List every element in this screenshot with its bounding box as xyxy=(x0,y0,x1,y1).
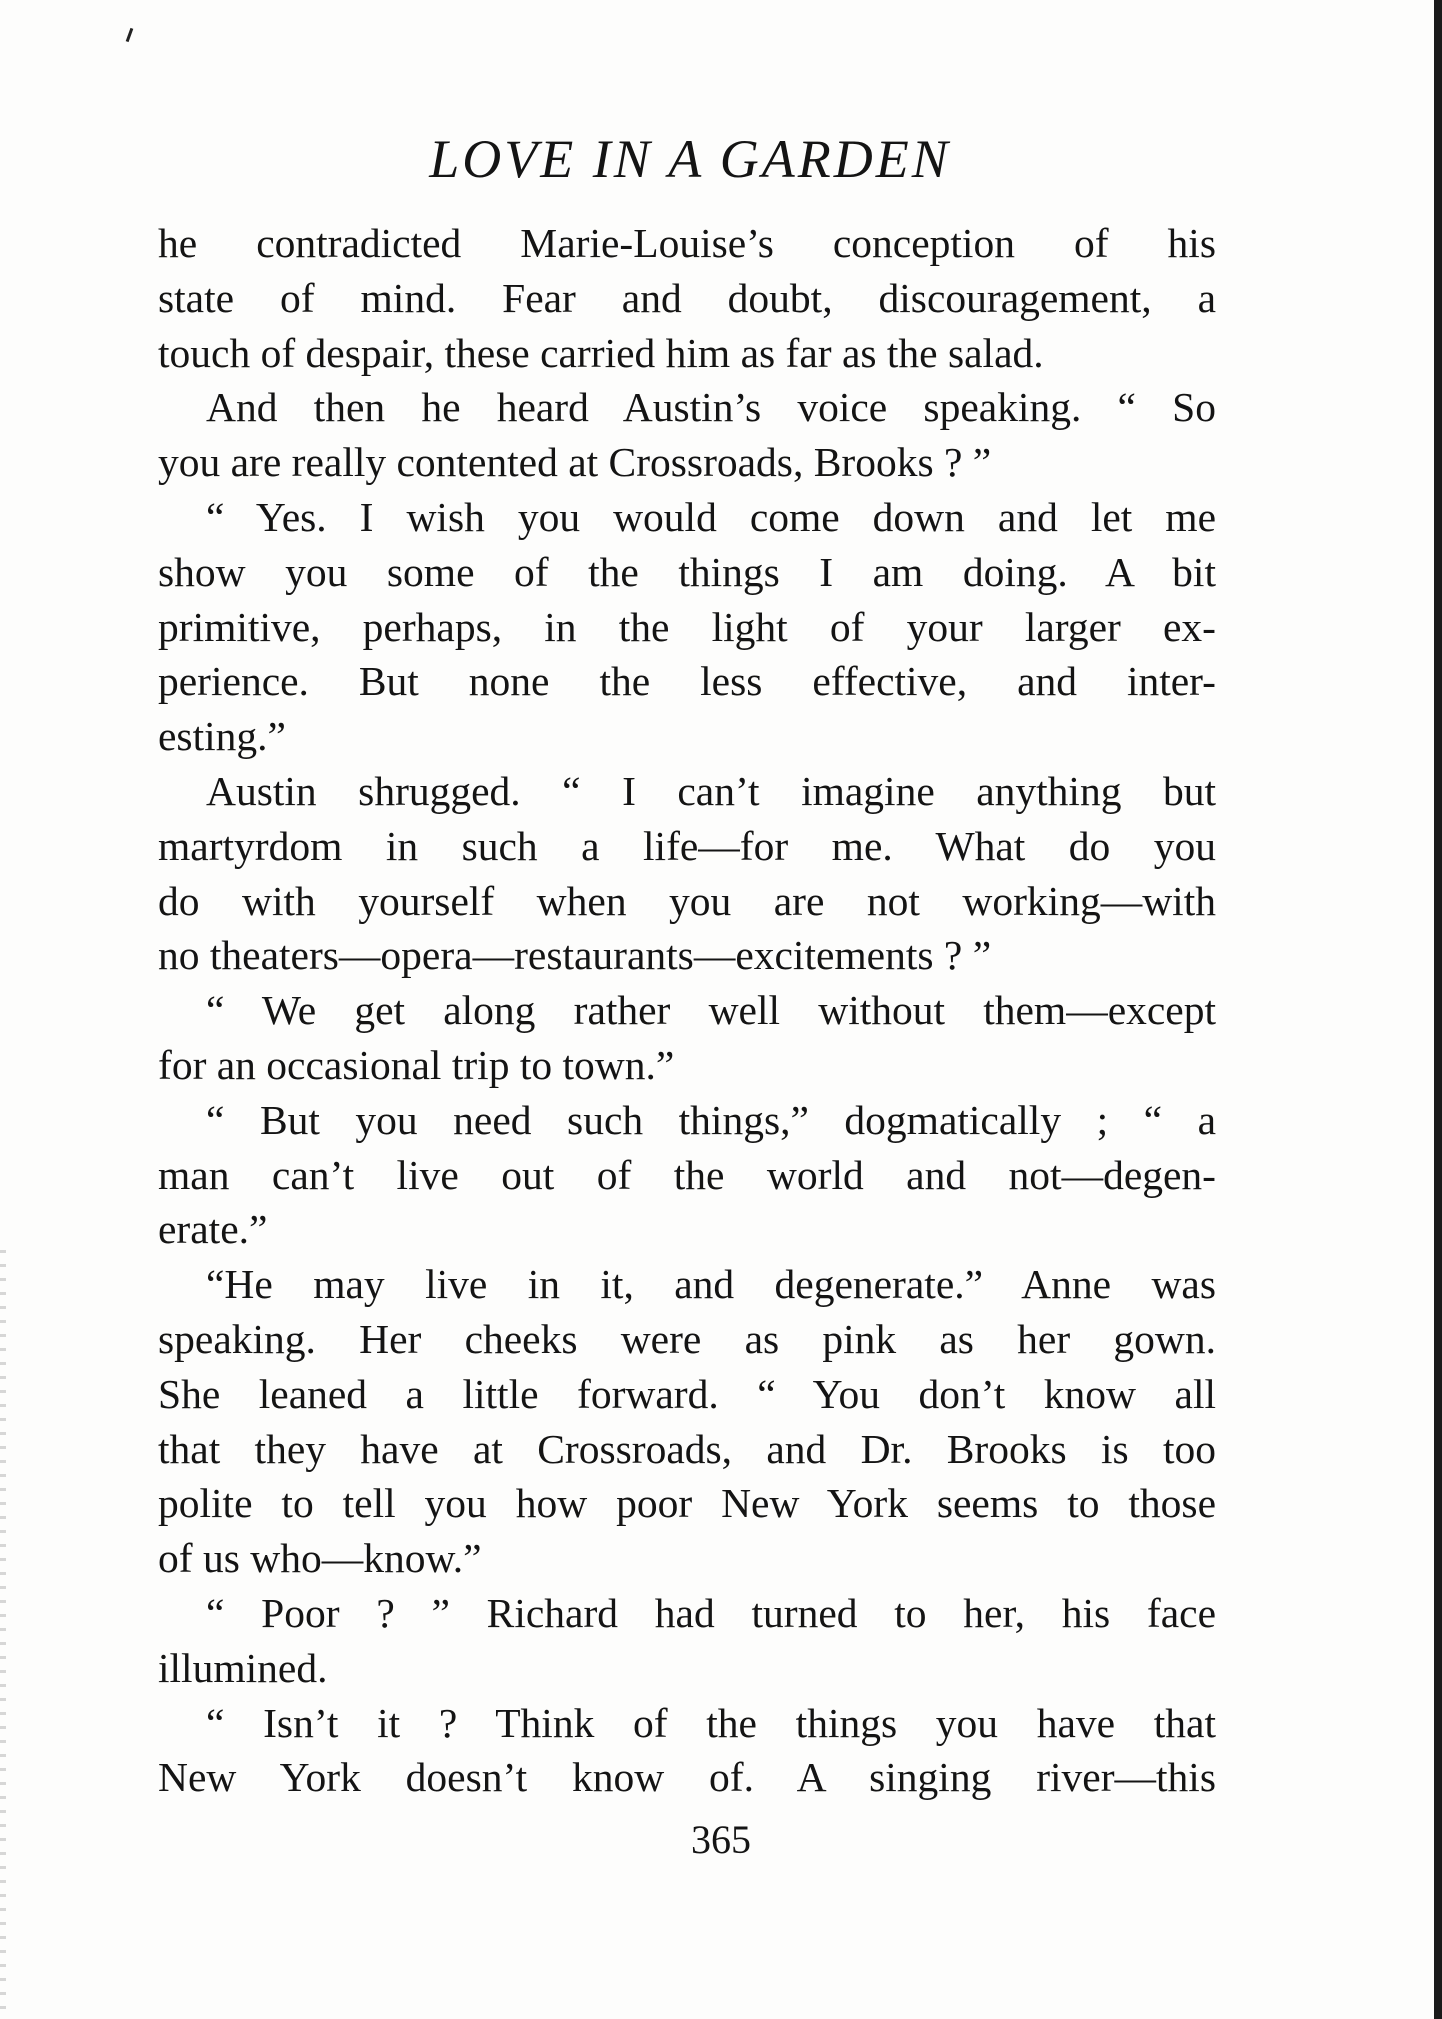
text-line: primitive, perhaps, in the light of your larger ex- xyxy=(158,603,1216,650)
text-line: Austin shrugged. “ I can’t imagine anything but xyxy=(206,767,1216,814)
text-line: you are really contented at Crossroads, Brooks ? ” xyxy=(158,439,992,486)
text-line: New York doesn’t know of. A singing river—this xyxy=(158,1754,1216,1801)
text-line: “ But you need such things,” dogmatically ; “ a xyxy=(206,1096,1216,1143)
scan-right-border xyxy=(1434,0,1442,2019)
text-line: polite to tell you how poor New York seems to those xyxy=(158,1480,1216,1527)
text-line: of us who—know.” xyxy=(158,1535,482,1582)
text-line: “He may live in it, and degenerate.” Anne was xyxy=(206,1261,1216,1308)
text-line: illumined. xyxy=(158,1644,328,1691)
text-line: esting.” xyxy=(158,713,286,760)
text-line: touch of despair, these carried him as far as the salad. xyxy=(158,329,1044,376)
text-line: show you some of the things I am doing. A bit xyxy=(158,548,1216,595)
text-line: martyrdom in such a life—for me. What do you xyxy=(158,822,1216,869)
text-line: “ Yes. I wish you would come down and let me xyxy=(206,493,1216,540)
text-line: no theaters—opera—restaurants—excitements ? ” xyxy=(158,932,992,979)
body-text xyxy=(158,216,1216,1805)
text-line: man can’t live out of the world and not—degen- xyxy=(158,1151,1216,1198)
text-line: And then he heard Austin’s voice speaking. “ So xyxy=(206,384,1216,431)
text-line: She leaned a little forward. “ You don’t know all xyxy=(158,1370,1216,1417)
text-line: do with yourself when you are not working—with xyxy=(158,877,1216,924)
stray-ink-mark xyxy=(126,28,134,42)
text-line: “ Poor ? ” Richard had turned to her, his face xyxy=(206,1589,1216,1636)
text-line: perience. But none the less effective, and inter- xyxy=(158,658,1216,705)
scan-edge-specks xyxy=(0,1250,6,2019)
text-line: “ We get along rather well without them—except xyxy=(206,987,1216,1034)
text-line: that they have at Crossroads, and Dr. Brooks is too xyxy=(158,1425,1216,1472)
text-line: “ Isn’t it ? Think of the things you have that xyxy=(206,1699,1216,1746)
text-line: erate.” xyxy=(158,1206,268,1253)
text-line: for an occasional trip to town.” xyxy=(158,1041,675,1088)
text-line: he contradicted Marie-Louise’s conception of his xyxy=(158,220,1216,266)
text-line: state of mind. Fear and doubt, discouragement, a xyxy=(158,274,1216,321)
running-head: LOVE IN A GARDEN xyxy=(429,129,951,189)
text-line: speaking. Her cheeks were as pink as her gown. xyxy=(158,1315,1216,1362)
page-number: 365 xyxy=(691,1817,751,1862)
